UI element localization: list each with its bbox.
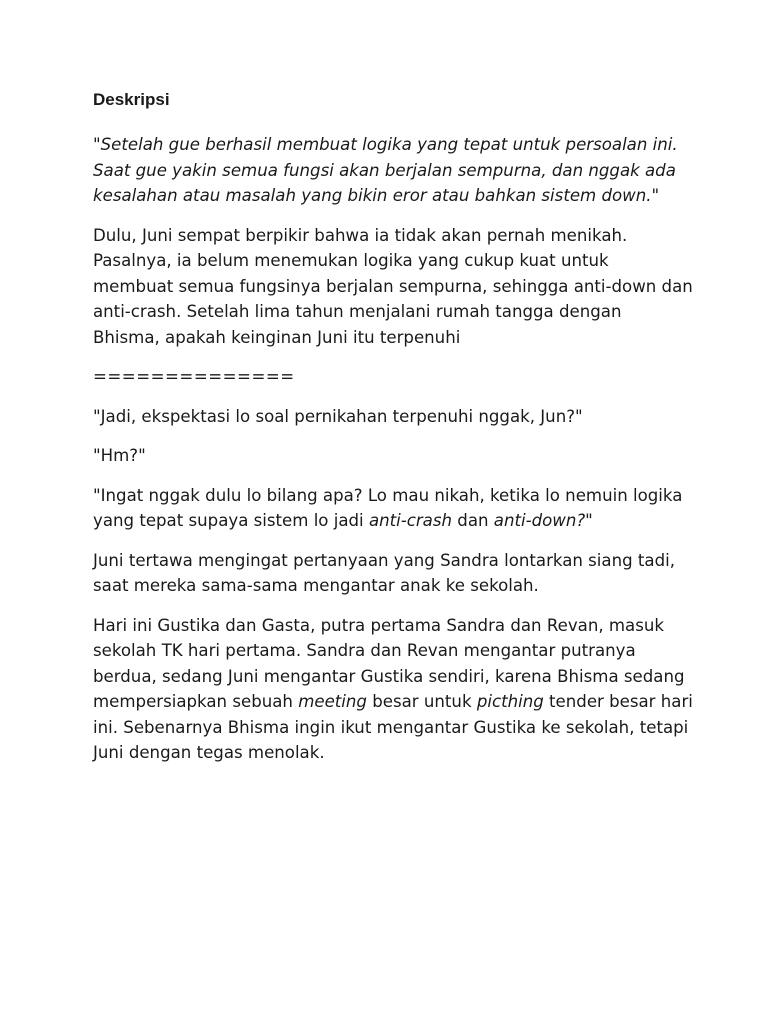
dialog-3-part-3: " [585, 511, 593, 530]
paragraph-3-italic-1: meeting [298, 692, 367, 711]
dialog-3 [93, 483, 693, 534]
dialog-3-part-1: "Ingat nggak dulu lo bilang apa? Lo mau nikah, ketika lo nemuin logika yang tepat supaya sistem lo jadi [93, 485, 683, 530]
document-page [93, 88, 693, 780]
dialog-3-italic-1: anti-crash [368, 511, 453, 530]
paragraph-3-part-2: besar untuk [366, 692, 477, 711]
quote-text: Setelah gue berhasil membuat logika yang tepat untuk persoalan ini. Saat gue yakin semua fungsi akan berjalan sempurna, dan nggak ada kesalahan atau masalah yang bikin eror atau bahkan sistem down. [93, 135, 678, 205]
dialog-3-part-2: dan [452, 511, 494, 530]
paragraph-3-italic-2: picthing [476, 692, 544, 711]
dialog-2: "Hm?" [93, 446, 146, 465]
separator-line: ============== [93, 367, 295, 386]
paragraph-2: Juni tertawa mengingat pertanyaan yang Sandra lontarkan siang tadi, saat mereka sama-sama mengantar anak ke sekolah. [93, 550, 676, 595]
quote-paragraph [93, 132, 693, 209]
paragraph-3 [93, 613, 693, 766]
paragraph-3-part-1: Hari ini Gustika dan Gasta, putra pertama Sandra dan Revan, masuk sekolah TK hari pertama. Sandra dan Revan mengantar putranya berdua, sedang Juni mengantar Gustika sendiri, karena Bhisma sedang mempersiapkan sebuah [93, 615, 685, 711]
dialog-1: "Jadi, ekspektasi lo soal pernikahan terpenuhi nggak, Jun?" [93, 406, 583, 426]
document-heading: Deskripsi [93, 90, 170, 109]
quote-open-mark: " [93, 135, 101, 154]
dialog-3-italic-2: anti-down? [493, 511, 586, 530]
paragraph-3-part-3: tender besar hari ini. Sebenarnya Bhisma ingin ikut mengantar Gustika ke sekolah, tetapi Juni dengan tegas menolak. [93, 692, 693, 762]
quote-close-mark: " [651, 186, 660, 205]
paragraph-1: Dulu, Juni sempat berpikir bahwa ia tidak akan pernah menikah. Pasalnya, ia belum menemukan logika yang cukup kuat untuk membuat semua fungsinya berjalan sempurna, sehingga anti-down dan anti-crash. Setelah lima tahun menjalani rumah tangga dengan Bhisma, apakah keinginan Juni itu terpenuhi [93, 225, 693, 347]
